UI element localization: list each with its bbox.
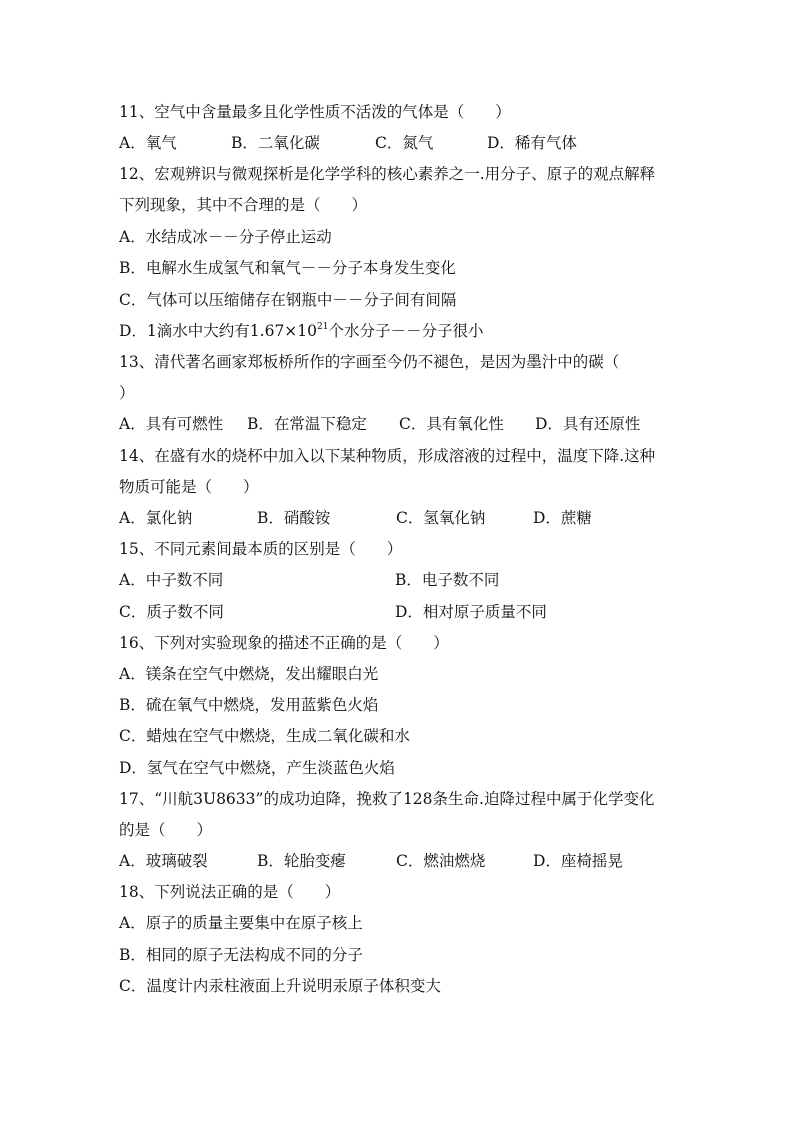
question-14-text-1: 14、在盛有水的烧杯中加入以下某种物质，形成溶液的过程中，温度下降.这种: [119, 447, 656, 465]
question-13-option-c: C．具有氧化性: [399, 415, 504, 433]
question-11-option-a: A．氧气: [119, 134, 177, 152]
question-11-options: [119, 131, 689, 155]
question-14-text-2: 物质可能是（ ）: [119, 478, 259, 496]
question-18-option-b-text: B．相同的原子无法构成不同的分子: [119, 946, 363, 964]
question-15-option-a: A．中子数不同: [119, 571, 224, 589]
question-11-text: 11、空气中含量最多且化学性质不活泼的气体是（ ）: [119, 103, 511, 121]
question-12-option-b-text: B．电解水生成氢气和氧气－－分子本身发生变化: [119, 259, 456, 277]
question-12-option-d-text: D．1滴水中大约有1.67×10: [119, 322, 318, 340]
question-14-stem-line-1: [119, 444, 689, 468]
question-18-option-a-text: A．原子的质量主要集中在原子核上: [119, 914, 363, 932]
question-18-option-b: [119, 943, 689, 967]
question-15-option-d: D．相对原子质量不同: [395, 603, 547, 621]
question-11-option-c: C．氮气: [375, 134, 434, 152]
question-17-option-a: A．玻璃破裂: [119, 852, 208, 870]
question-17-options: [119, 849, 689, 873]
question-13-option-a: A．具有可燃性: [119, 415, 224, 433]
question-17-option-c: C．燃油燃烧: [396, 852, 486, 870]
question-18-stem: [119, 880, 689, 904]
question-18-option-c: [119, 974, 689, 998]
question-16-stem: [119, 631, 689, 655]
question-17-option-b: B．轮胎变瘪: [257, 852, 346, 870]
question-13-stem-line-1: [119, 350, 689, 374]
question-12-option-c-text: C．气体可以压缩储存在钢瓶中－－分子间有间隔: [119, 291, 457, 309]
question-17-stem-line-2: [119, 818, 689, 842]
question-11-option-d: D．稀有气体: [487, 134, 577, 152]
question-16-text: 16、下列对实验现象的描述不正确的是（ ）: [119, 634, 449, 652]
question-14-option-a: A．氯化钠: [119, 509, 193, 527]
question-17-option-d: D．座椅摇晃: [533, 852, 623, 870]
question-14-options: [119, 506, 689, 530]
question-12-option-c: [119, 288, 689, 312]
question-12-option-d-text-end: 个水分子－－分子很小: [328, 322, 484, 340]
question-15-options-row-1: [119, 568, 689, 592]
question-17-text-1: 17、“川航3U8633”的成功迫降，挽救了128条生命.迫降过程中属于化学变化: [119, 790, 655, 808]
question-11-stem: [119, 100, 689, 124]
question-12-text-1: 12、宏观辨识与微观探析是化学学科的核心素养之一.用分子、原子的观点解释: [119, 165, 656, 183]
question-14-stem-line-2: [119, 475, 689, 499]
question-12-text-2: 下列现象，其中不合理的是（ ）: [119, 196, 368, 214]
question-13-text-1: 13、清代著名画家郑板桥所作的字画至今仍不褪色，是因为墨汁中的碳（: [119, 353, 620, 371]
question-15-option-c: C．质子数不同: [119, 603, 224, 621]
question-15-option-b: B．电子数不同: [395, 571, 500, 589]
question-12-option-d-exponent: 21: [317, 321, 329, 332]
question-14-option-d: D．蔗糖: [533, 509, 592, 527]
question-13-options: [119, 412, 689, 436]
question-16-option-c: [119, 724, 689, 748]
question-16-option-a: [119, 662, 689, 686]
question-16-option-b: [119, 693, 689, 717]
question-18-option-c-text: C．温度计内汞柱液面上升说明汞原子体积变大: [119, 977, 441, 995]
question-18-text: 18、下列说法正确的是（ ）: [119, 883, 341, 901]
question-15-text: 15、不同元素间最本质的区别是（ ）: [119, 540, 403, 558]
question-16-option-d-text: D．氢气在空气中燃烧，产生淡蓝色火焰: [119, 759, 395, 777]
question-13-stem-line-2: [119, 381, 689, 405]
question-12-option-a-text: A．水结成冰－－分子停止运动: [119, 228, 332, 246]
question-13-option-b: B．在常温下稳定: [247, 415, 367, 433]
question-15-stem: [119, 537, 689, 561]
question-17-stem-line-1: [119, 787, 689, 811]
question-12-stem-line-2: [119, 193, 689, 217]
question-14-option-c: C．氢氧化钠: [396, 509, 486, 527]
question-12-option-a: [119, 225, 689, 249]
question-16-option-d: [119, 756, 689, 780]
question-16-option-b-text: B．硫在氧气中燃烧，发用蓝紫色火焰: [119, 696, 379, 714]
question-12-option-d: [119, 319, 689, 343]
question-11-option-b: B．二氧化碳: [231, 134, 320, 152]
question-16-option-c-text: C．蜡烛在空气中燃烧，生成二氧化碳和水: [119, 727, 410, 745]
question-14-option-b: B．硝酸铵: [257, 509, 331, 527]
question-15-options-row-2: [119, 600, 689, 624]
question-18-option-a: [119, 911, 689, 935]
question-13-text-2: ）: [119, 384, 135, 402]
question-17-text-2: 的是（ ）: [119, 821, 213, 839]
question-12-stem-line-1: [119, 162, 689, 186]
question-13-option-d: D．具有还原性: [535, 415, 641, 433]
question-16-option-a-text: A．镁条在空气中燃烧，发出耀眼白光: [119, 665, 379, 683]
question-12-option-b: [119, 256, 689, 280]
